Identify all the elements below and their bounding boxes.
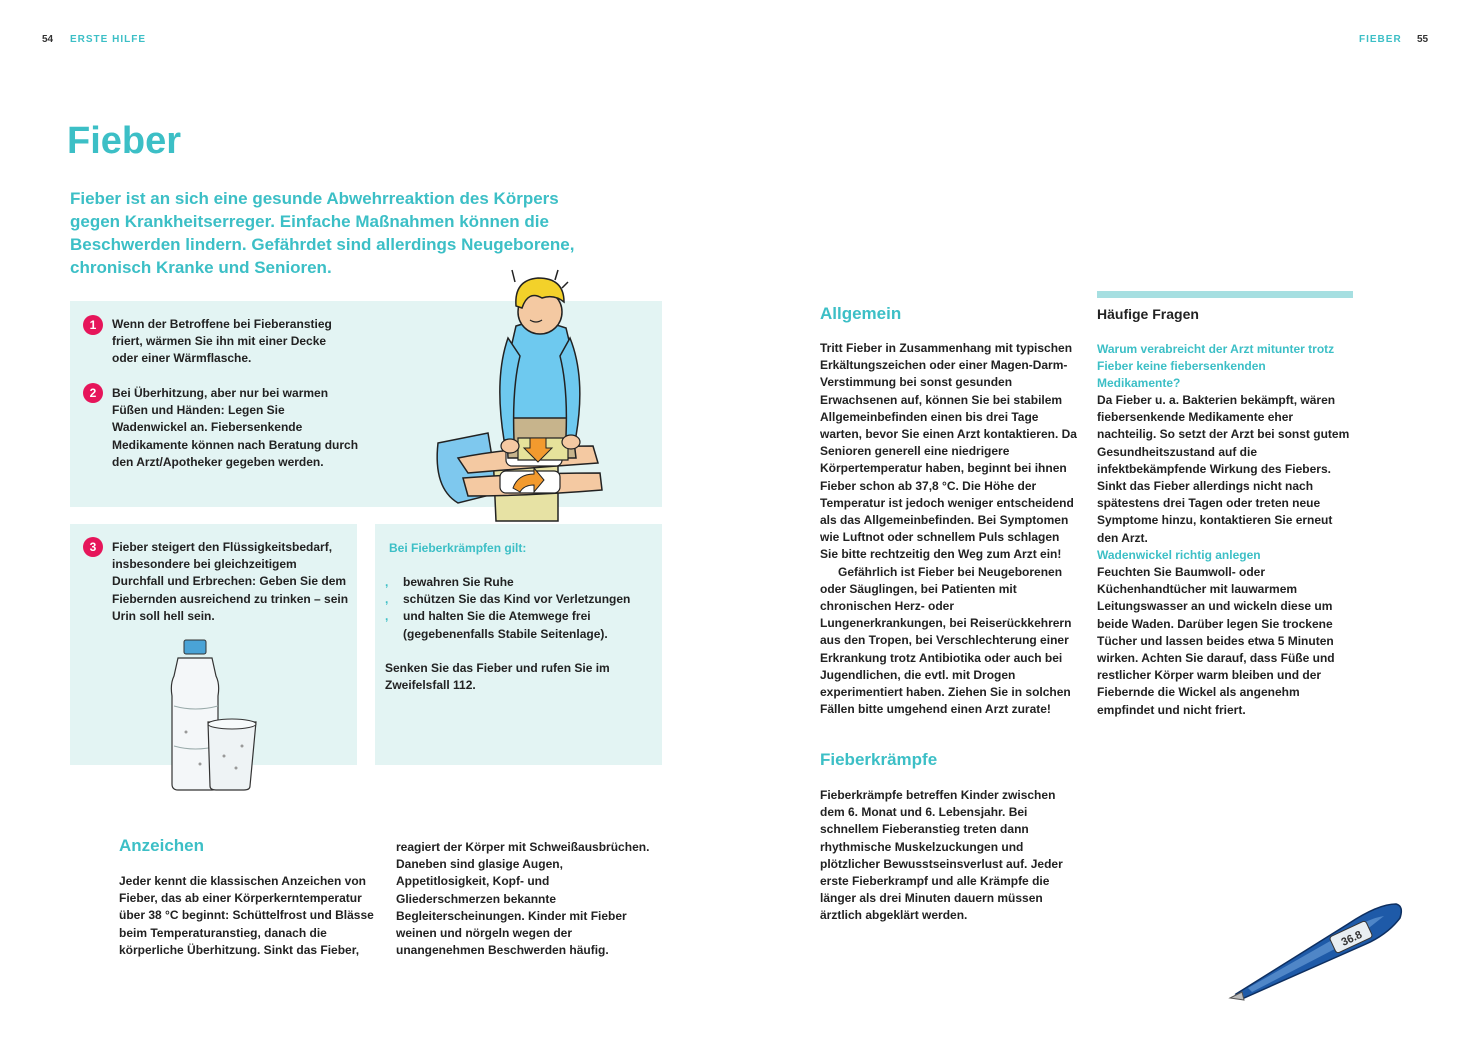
seizure-bullet-1	[385, 574, 655, 591]
seizure-bullet-2	[385, 591, 655, 608]
thermometer-reading: 36.8	[1339, 928, 1365, 949]
seizure-bullet-list	[385, 574, 655, 643]
seizure-box-heading: Bei Fieberkrämpfen gilt:	[389, 541, 527, 555]
allgemein-heading: Allgemein	[820, 304, 902, 323]
person-applying-calf-wrap-illustration	[418, 268, 608, 523]
anzeichen-text-col2: reagiert der Körper mit Schweißausbrüchen. Daneben sind glasige Augen, Appetitlosigkeit, Kopf- und Gliederschmerzen bekannte Begleiterscheinungen. Kinder mit Fieber weinen und nörgeln wegen der unangenehmen Beschwerden häufig.	[396, 840, 650, 958]
water-bottle-and-glass-illustration	[164, 636, 264, 792]
allgemein-text	[820, 340, 1078, 718]
bullet-text: bewahren Sie Ruhe	[403, 575, 514, 589]
anzeichen-text-col1: Jeder kennt die klassischen Anzeichen von Fieber, das ab einer Körperkerntemperatur über 38 °C beginnt: Schüttelfrost und Blässe beim Temperaturanstieg, danach die körperliche Überhitzung. Sinkt das Fieber,	[119, 874, 374, 957]
anzeichen-heading: Anzeichen	[119, 836, 205, 855]
step-badge-3: 3	[83, 537, 103, 557]
bullet-mark: ,	[385, 609, 389, 624]
seizure-info-box	[375, 524, 662, 765]
faq-answer-1: Da Fieber u. a. Bakterien bekämpft, wären fiebersenkende Medikamente eher nachteilig. So setzt der Arzt bei sonst gutem Gesundheitszustand auf die infektbekämpfende Wirkung des Fiebers. Sinkt das Fieber allerdings nicht nach spätestens drei Tagen oder treten neue Symptome hinzu, kontaktieren Sie erneut den Arzt.	[1097, 393, 1350, 545]
step-badge-1: 1	[83, 315, 103, 335]
lead-paragraph: Fieber ist an sich eine gesunde Abwehrreaktion des Körpers gegen Krankheitserreger. Einfache Maßnahmen können die Beschwerden lindern. Gefährdet sind allerdings Neugeborene, chronisch Kranke und Senioren.	[70, 189, 575, 277]
faq-answer-2: Feuchten Sie Baumwoll- oder Küchenhandtücher mit lauwarmem Leitungswasser an und wickeln diese um beide Waden. Darüber legen Sie trockene Tücher und lassen beides etwa 5 Minuten wirken. Achten Sie darauf, dass Füße und restlicher Körper warm bleiben und der Fiebernde die Wickel als angenehm empfindet und nicht friert.	[1097, 565, 1335, 717]
bullet-text: schützen Sie das Kind vor Verletzungen	[403, 592, 631, 607]
page-number-left: 54	[42, 34, 54, 45]
step-text-2: Bei Überhitzung, aber nur bei warmen Füßen und Händen: Legen Sie Wadenwickel an. Fiebersenkende Medikamente können nach Beratung durch den Arzt/Apotheker gegeben werden.	[112, 386, 359, 469]
faq-top-rule	[1097, 291, 1353, 298]
page-number-right: 55	[1417, 34, 1429, 45]
fieberkraempfe-text: Fieberkrämpfe betreffen Kinder zwischen dem 6. Monat und 6. Lebensjahr. Bei schnellem Fieberanstieg treten dann rhythmische Muskelzuckungen und plötzlicher Bewusstseinsverlust auf. Jeder erste Fieberkrampf und alle Krämpfe die länger als drei Minuten dauern müssen ärztlich abgeklärt werden.	[820, 788, 1063, 923]
bullet-mark: ,	[385, 575, 389, 589]
allgemein-paragraph-1: Tritt Fieber in Zusammenhang mit typischen Erkältungszeichen oder einer Magen-Darm-Verstimmung bei sonst gesunden Erwachsenen auf, können Sie bei stabilem Allgemeinbefinden einen bis drei Tage warten, bevor Sie einen Arzt kontaktieren. Da Senioren generell eine niedrigere Körpertemperatur haben, beginnt bei ihnen Fieber schon ab 37,8 °C. Die Höhe der Temperatur ist jedoch weniger entscheidend als das Allgemeinbefinden. Bei Symptomen wie Luftnot oder schnellem Puls schlagen Sie bitte rechtzeitig den Weg zum Arzt ein!	[820, 341, 1077, 562]
page-title: Fieber	[67, 120, 182, 162]
faq-heading: Häufige Fragen	[1097, 306, 1199, 322]
faq-question-2: Wadenwickel richtig anlegen	[1097, 548, 1261, 562]
faq-question-1: Warum verabreicht der Arzt mitunter trotz Fieber keine fiebersenkenden Medikamente?	[1097, 342, 1335, 391]
running-head-right: FIEBER	[1359, 34, 1402, 45]
step-text-3: Fieber steigert den Flüssigkeitsbedarf, insbesondere bei gleichzeitigem Durchfall und Erbrechen: Geben Sie dem Fiebernden ausreichend zu trinken – sein Urin soll hell sein.	[112, 540, 349, 623]
fieberkraempfe-heading: Fieberkrämpfe	[820, 750, 938, 769]
bullet-text: und halten Sie die Atemwege frei (gegebenenfalls Stabile Seitenlage).	[403, 609, 608, 641]
running-head-left: ERSTE HILFE	[70, 34, 147, 45]
seizure-bullet-3	[385, 608, 655, 642]
bullet-mark: ,	[385, 592, 389, 607]
seizure-closing-text: Senken Sie das Fieber und rufen Sie im Zweifelsfall 112.	[385, 661, 610, 693]
step-text-1: Wenn der Betroffene bei Fieberanstieg friert, wärmen Sie ihn mit einer Decke oder einer Wärmflasche.	[112, 317, 332, 366]
thermometer-icon	[1228, 898, 1408, 1002]
step-badge-2: 2	[83, 383, 103, 403]
allgemein-paragraph-2: Gefährlich ist Fieber bei Neugeborenen oder Säuglingen, bei Patienten mit chronischen Herz- oder Lungenerkrankungen, bei Reiserückkehrern aus den Tropen, bei Verschlechterung einer Erkrankung trotz Antibiotika oder auch bei Jugendlichen, die evtl. mit Drogen experimentiert haben. Ziehen Sie in solchen Fällen bitte umgehend einen Arzt zurate!	[820, 564, 1072, 717]
